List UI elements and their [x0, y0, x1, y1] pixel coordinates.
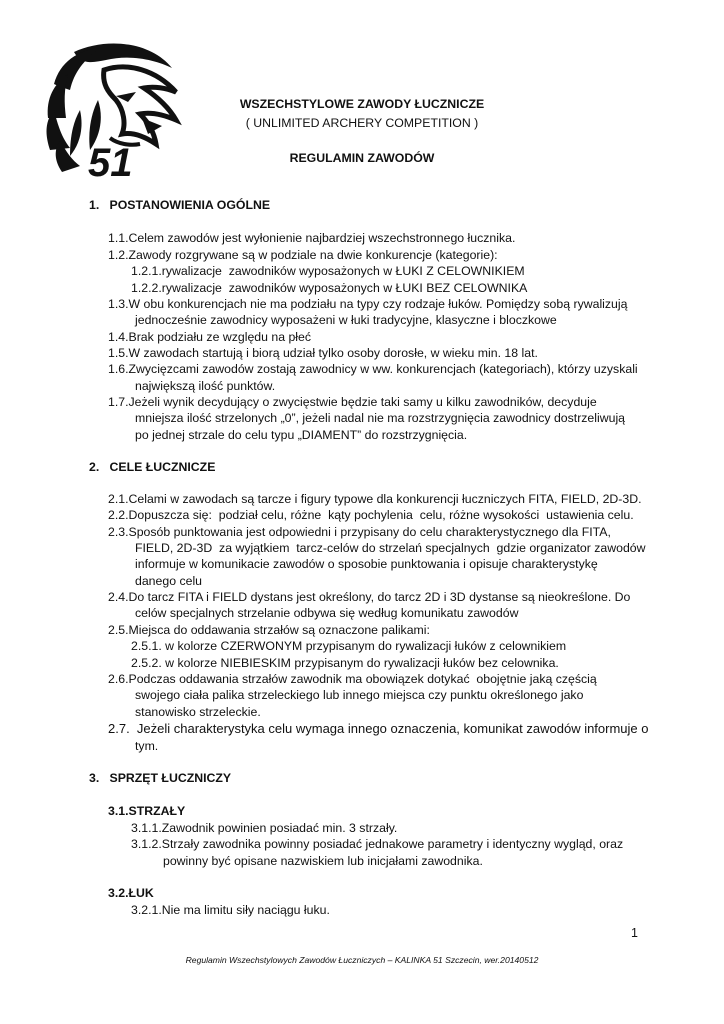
paragraph-line: 1.6.Zwycięzcami zawodów zostają zawodnicy w ww. konkurencjach (kategoriach), którzy uzyskali: [108, 362, 638, 376]
paragraph-line: 2.3.Sposób punktowania jest odpowiedni i przypisany do celu charakterystycznego dla FITA,: [108, 525, 611, 539]
paragraph-line: powinny być opisane nazwiskiem lub inicjałami zawodnika.: [163, 854, 483, 868]
paragraph-line: 3.2.1.Nie ma limitu siły naciągu łuku.: [131, 903, 330, 917]
section-2-heading: 2. CELE ŁUCZNICZE: [89, 460, 216, 474]
paragraph-line: 1.2.1.rywalizacje zawodników wyposażonych w ŁUKI Z CELOWNIKIEM: [131, 264, 525, 278]
paragraph-line: stanowisko strzeleckie.: [135, 705, 261, 719]
paragraph-line: tym.: [135, 739, 159, 753]
paragraph-line: celów specjalnych strzelanie odbywa się według komunikatu zawodów: [135, 606, 519, 620]
paragraph-line: 2.4.Do tarcz FITA i FIELD dystans jest określony, do tarcz 2D i 3D dystanse są nieokreślone. Do: [108, 590, 631, 604]
doc-heading-subtitle: ( UNLIMITED ARCHERY COMPETITION ): [245, 116, 479, 130]
paragraph-line: 3.1.2.Strzały zawodnika powinny posiadać jednakowe parametry i identyczny wygląd, oraz: [131, 837, 624, 851]
subsection-heading: 3.2.ŁUK: [108, 886, 154, 900]
doc-heading-title: WSZECHSTYLOWE ZAWODY ŁUCZNICZE: [239, 97, 485, 111]
paragraph-line: danego celu: [135, 574, 203, 588]
paragraph-line: 2.1.Celami w zawodach są tarcze i figury typowe dla konkurencji łuczniczych FITA, FIELD, 2D-3D.: [108, 492, 642, 506]
paragraph-line: 3.1.1.Zawodnik powinien posiadać min. 3 strzały.: [131, 821, 398, 835]
paragraph-line: informuje w komunikacie zawodów o sposobie punktowania i opisuje charakterystykę: [135, 557, 598, 571]
section-3-heading: 3. SPRZĘT ŁUCZNICZY: [89, 771, 232, 785]
page-number: 1: [631, 926, 638, 940]
paragraph-line: FIELD, 2D-3D za wyjątkiem tarcz-celów do strzelań specjalnych gdzie organizator zawodów: [135, 541, 646, 555]
paragraph-line: po jednej strzale do celu typu „DIAMENT” do rozstrzygnięcia.: [135, 428, 468, 442]
page-footer: Regulamin Wszechstylowych Zawodów Łuczniczych – KALINKA 51 Szczecin, wer.20140512: [185, 955, 539, 965]
paragraph-line: 1.1.Celem zawodów jest wyłonienie najbardziej wszechstronnego łucznika.: [108, 231, 516, 245]
paragraph-line: 1.4.Brak podziału ze względu na płeć: [108, 330, 312, 344]
paragraph-line: 1.5.W zawodach startują i biorą udział tylko osoby dorosłe, w wieku min. 18 lat.: [108, 346, 538, 360]
subsection-heading: 3.1.STRZAŁY: [108, 804, 186, 818]
paragraph-line: największą ilość punktów.: [135, 379, 276, 393]
paragraph-line: jednocześnie zawodnicy wyposażeni w łuki tradycyjne, klasyczne i bloczkowe: [135, 313, 557, 327]
section-1-heading: 1. POSTANOWIENIA OGÓLNE: [89, 198, 271, 212]
paragraph-line: 1.2.Zawody rozgrywane są w podziale na dwie konkurencje (kategorie):: [108, 248, 498, 262]
paragraph-line: 1.7.Jeżeli wynik decydujący o zwycięstwie będzie taki samy u kilku zawodników, decyduje: [108, 395, 597, 409]
paragraph-line: 2.5.Miejsca do oddawania strzałów są oznaczone palikami:: [108, 623, 430, 637]
paragraph-line: 2.5.1. w kolorze CZERWONYM przypisanym do rywalizacji łuków z celownikiem: [131, 639, 567, 653]
paragraph-line: 1.3.W obu konkurencjach nie ma podziału na typy czy rodzaje łuków. Pomiędzy sobą rywalizują: [108, 297, 628, 311]
doc-title: REGULAMIN ZAWODÓW: [289, 151, 435, 165]
paragraph-line: 2.2.Dopuszcza się: podział celu, różne kąty pochylenia celu, różne wysokości ustawienia celu.: [108, 508, 634, 522]
paragraph-line: swojego ciała palika strzeleckiego lub innego miejsca czy punktu określonego jako: [135, 688, 584, 702]
paragraph-line: mniejsza ilość strzelonych „0”, jeżeli nadal nie ma rozstrzygnięcia zawodnicy dostrzeliwują: [135, 411, 626, 425]
paragraph-line: 2.6.Podczas oddawania strzałów zawodnik ma obowiązek dotykać obojętnie jaką częścią: [108, 672, 597, 686]
paragraph-line: 1.2.2.rywalizacje zawodników wyposażonych w ŁUKI BEZ CELOWNIKA: [131, 281, 528, 295]
paragraph-line: 2.5.2. w kolorze NIEBIESKIM przypisanym do rywalizacji łuków bez celownika.: [131, 656, 559, 670]
paragraph-line: 2.7. Jeżeli charakterystyka celu wymaga innego oznaczenia, komunikat zawodów informuje o: [108, 721, 649, 736]
logo-number: 51: [88, 141, 133, 180]
